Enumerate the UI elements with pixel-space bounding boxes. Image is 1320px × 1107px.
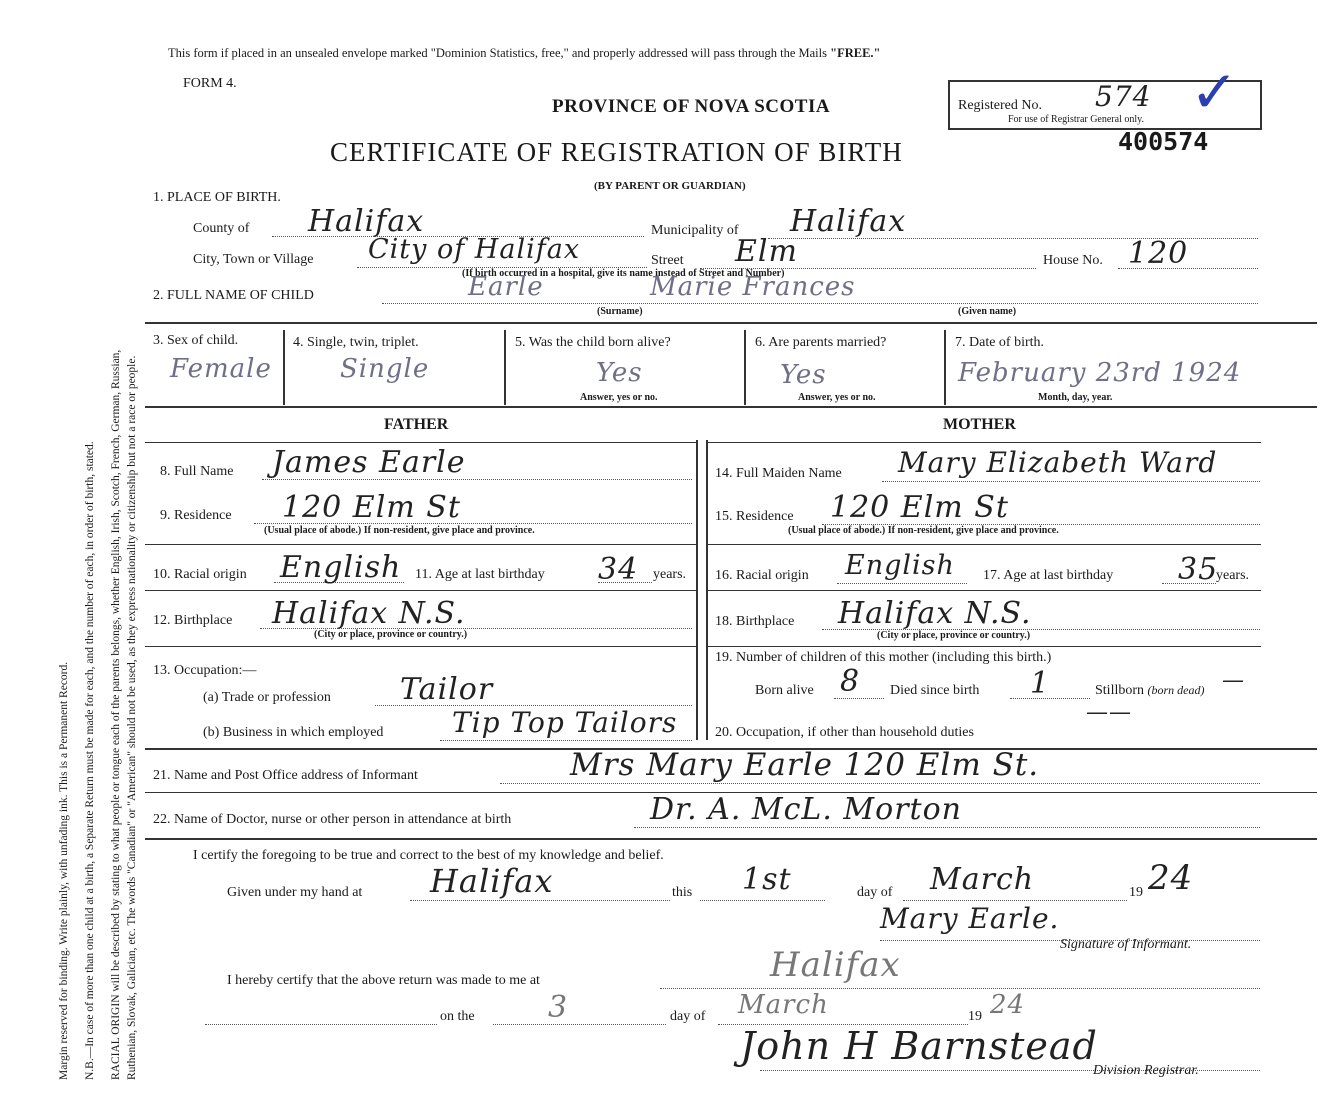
registrar-signature: John H Barnstead (740, 1024, 1098, 1068)
year-value: 24 (1148, 858, 1194, 898)
father-rule-3 (145, 590, 696, 591)
month-value: March (930, 862, 1035, 897)
mother-occupation-label: 20. Occupation, if other than household duties (715, 725, 974, 740)
mother-racial-line (837, 583, 967, 584)
father-heading: FATHER (384, 416, 449, 433)
province-heading: PROVINCE OF NOVA SCOTIA (552, 96, 831, 117)
on-the-label: on the (440, 1009, 475, 1024)
given-caption: (Given name) (958, 306, 1017, 317)
mother-place-caption: (City or place, province or country.) (877, 630, 1031, 641)
check-mark: ✓ (1190, 58, 1240, 126)
dob-label: 7. Date of birth. (955, 335, 1045, 350)
registrar-caption: Division Registrar. (1093, 1063, 1199, 1078)
certificate-title: CERTIFICATE OF REGISTRATION OF BIRTH (330, 137, 903, 167)
row3-div-1 (283, 330, 285, 405)
mother-name-label: 14. Full Maiden Name (715, 466, 842, 481)
parents-divider-a (696, 440, 698, 740)
municipality-value: Halifax (790, 204, 907, 239)
mother-rule-2 (706, 544, 1261, 545)
registrar-place-line (660, 988, 1260, 989)
registrar-blank-line (205, 1024, 437, 1025)
father-rule-4 (145, 646, 696, 647)
business-label: (b) Business in which employed (203, 725, 384, 740)
children-count-label: 19. Number of children of this mother (including this birth.) (715, 650, 1052, 665)
father-abode-caption: (Usual place of abode.) If non-resident, give place and province. (264, 525, 535, 536)
given-place-line (410, 900, 670, 901)
this-label: this (672, 885, 693, 900)
mother-age-value: 35 (1178, 552, 1219, 587)
stillborn-text: Stillborn (1095, 683, 1145, 698)
informant-value: Mrs Mary Earle 120 Elm St. (570, 747, 1040, 783)
day-line (700, 900, 825, 901)
father-residence-label: 9. Residence (160, 508, 232, 523)
county-label: County of (193, 221, 250, 236)
married-caption: Answer, yes or no. (798, 392, 876, 403)
father-name-value: James Earle (272, 445, 466, 480)
mother-rule-1 (706, 442, 1261, 443)
registrar-day-of-label: day of (670, 1009, 706, 1024)
given-label: Given under my hand at (227, 885, 363, 900)
father-birthplace-label: 12. Birthplace (153, 613, 233, 628)
registrar-note: For use of Registrar General only. (1008, 114, 1144, 125)
trade-label: (a) Trade or profession (203, 690, 331, 705)
alive-caption: Answer, yes or no. (580, 392, 658, 403)
doctor-line (634, 827, 1260, 828)
father-age-value: 34 (598, 552, 639, 587)
trade-value: Tailor (400, 672, 494, 707)
father-place-caption: (City or place, province or country.) (314, 629, 468, 640)
margin-note-2: N.B.—In case of more than one child at a birth, a Separate Return must be made for each, and the number of each, in order of birth, stated. (84, 441, 96, 1080)
given-place-value: Halifax (430, 862, 554, 900)
mother-rule-4 (706, 646, 1261, 647)
form-number: FORM 4. (183, 76, 237, 91)
row3-div-2 (504, 330, 506, 405)
stamp-number: 400574 (1118, 127, 1209, 156)
sex-value: Female (170, 354, 272, 384)
father-racial-label: 10. Racial origin (153, 567, 247, 582)
born-alive-value: 8 (840, 664, 861, 699)
row3-div-4 (944, 330, 946, 405)
mother-birthplace-value: Halifax N.S. (838, 596, 1032, 631)
row3-top-rule (145, 322, 1317, 324)
row3-div-3 (744, 330, 746, 405)
certificate-subtitle: (BY PARENT OR GUARDIAN) (594, 180, 746, 192)
child-name-line (382, 303, 1258, 304)
informant-line (500, 783, 1260, 784)
house-label: House No. (1043, 253, 1103, 268)
father-age-label: 11. Age at last birthday (415, 567, 545, 582)
registrar-year-prefix: 19 (968, 1009, 982, 1024)
registrar-day-line (493, 1024, 666, 1025)
certification-top-rule (145, 838, 1317, 840)
city-value: City of Halifax (368, 234, 581, 265)
hospital-note: (If birth occurred in a hospital, give its name instead of Street and Number) (462, 268, 785, 279)
margin-note-4: Ruthenian, Slovak, Galician, etc. The words "Canadian" or "American" should not be used, as they express nationality or citizenship but not a race or people. (126, 355, 138, 1080)
doctor-label: 22. Name of Doctor, nurse or other person in attendance at birth (153, 812, 512, 827)
street-value: Elm (735, 234, 798, 269)
informant-label: 21. Name and Post Office address of Informant (153, 768, 418, 783)
occupation-label: 13. Occupation:— (153, 663, 257, 678)
mother-rule-3 (706, 590, 1261, 591)
business-value: Tip Top Tailors (452, 706, 678, 739)
margin-note-1: Margin reserved for binding. Write plainly, with unfading ink. This is a Permanent Record. (58, 661, 70, 1080)
parents-top-rule (145, 406, 1317, 408)
mail-notice-free: "FREE." (830, 46, 881, 60)
plurality-label: 4. Single, twin, triplet. (293, 335, 419, 350)
father-rule-2 (145, 544, 696, 545)
father-racial-value: English (280, 550, 402, 585)
alive-label: 5. Was the child born alive? (515, 335, 671, 350)
born-alive-label: Born alive (755, 683, 814, 698)
mother-years: years. (1216, 568, 1250, 583)
registrar-month-value: March (738, 990, 829, 1020)
registrar-statement: I hereby certify that the above return was made to me at (227, 973, 540, 988)
father-birthplace-value: Halifax N.S. (272, 596, 466, 631)
mail-notice (168, 46, 880, 61)
child-name-label: 2. FULL NAME OF CHILD (153, 288, 314, 303)
margin-note-3: RACIAL ORIGIN will be described by stating to what people or tongue each of the parents belongs, whether English, Irish, Scotch, French, German, Russian, (110, 349, 122, 1080)
mother-birthplace-label: 18. Birthplace (715, 614, 795, 629)
day-of-label: day of (857, 885, 893, 900)
mother-racial-value: English (845, 550, 955, 581)
mother-residence-value: 120 Elm St (830, 490, 1009, 525)
registrar-place-value: Halifax (770, 945, 901, 985)
married-value: Yes (780, 360, 827, 390)
plurality-value: Single (340, 354, 430, 384)
child-given-value: Marie Frances (650, 272, 856, 302)
registrar-year-value: 24 (990, 990, 1026, 1020)
street-label: Street (651, 253, 684, 268)
child-surname-value: Earle (468, 272, 544, 302)
county-value: Halifax (308, 204, 425, 239)
registered-value: 574 (1095, 80, 1152, 113)
mother-name-value: Mary Elizabeth Ward (898, 446, 1218, 479)
father-years: years. (653, 567, 687, 582)
father-residence-value: 120 Elm St (282, 490, 461, 525)
mail-notice-text: This form if placed in an unsealed envelope marked "Dominion Statistics, free," and properly addressed will pass through the Mails (168, 46, 831, 60)
died-value: 1 (1030, 666, 1051, 701)
registered-label: Registered No. (958, 98, 1042, 113)
mother-residence-label: 15. Residence (715, 509, 794, 524)
house-value: 120 (1128, 236, 1189, 271)
mother-age-label: 17. Age at last birthday (983, 568, 1114, 583)
mother-heading: MOTHER (943, 416, 1016, 433)
mother-name-line (882, 481, 1260, 482)
registrar-day-value: 3 (548, 990, 569, 1025)
doctor-value: Dr. A. McL. Morton (650, 792, 962, 827)
stillborn-caption: (born dead) (1147, 683, 1205, 697)
stillborn-label (1095, 683, 1205, 699)
sex-label: 3. Sex of child. (153, 333, 239, 348)
informant-signature: Mary Earle. (880, 902, 1060, 935)
informant-signature-caption: Signature of Informant. (1060, 937, 1192, 952)
day-value: 1st (742, 862, 792, 897)
mother-occupation-value: —— (1086, 700, 1132, 725)
year-prefix: 19 (1129, 885, 1143, 900)
father-rule-1 (145, 442, 696, 443)
business-line (440, 740, 692, 741)
city-label: City, Town or Village (193, 252, 314, 267)
certify-statement: I certify the foregoing to be true and correct to the best of my knowledge and belief. (193, 848, 664, 863)
place-heading: 1. PLACE OF BIRTH. (153, 190, 281, 205)
mother-racial-label: 16. Racial origin (715, 568, 809, 583)
married-label: 6. Are parents married? (755, 335, 887, 350)
surname-caption: (Surname) (597, 306, 643, 317)
mother-abode-caption: (Usual place of abode.) If non-resident, give place and province. (788, 525, 1059, 536)
dob-caption: Month, day, year. (1038, 392, 1113, 403)
father-name-label: 8. Full Name (160, 464, 234, 479)
died-label: Died since birth (890, 683, 980, 698)
stillborn-value: — (1222, 668, 1245, 693)
alive-value: Yes (596, 358, 643, 388)
municipality-label: Municipality of (651, 223, 739, 238)
month-line (903, 900, 1127, 901)
dob-value: February 23rd 1924 (958, 358, 1242, 388)
